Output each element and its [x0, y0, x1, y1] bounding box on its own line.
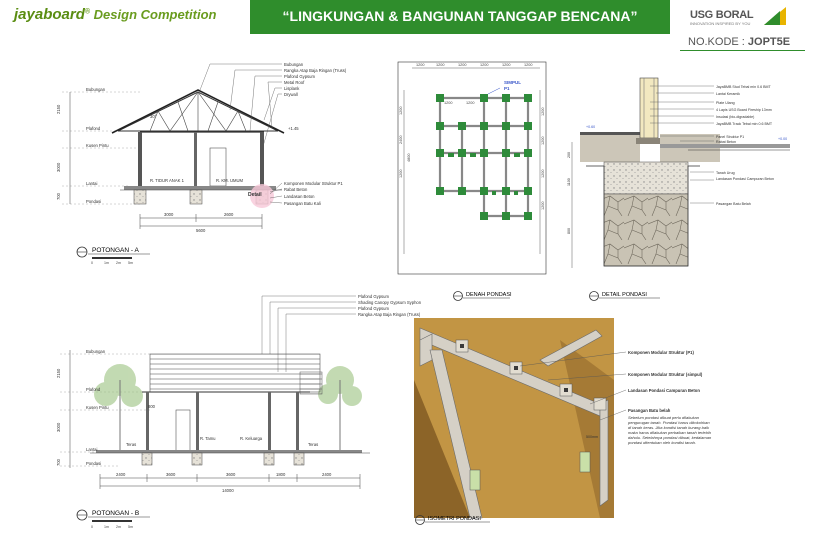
iso-callout: Komponen Modular Struktur (P1): [628, 350, 694, 355]
detail-dim: 800: [567, 228, 571, 234]
detail-callout: Tanah Urug: [716, 171, 735, 175]
section-a-hdim: 2600: [224, 212, 234, 217]
detail-callout: Panel Struktur P1: [716, 135, 745, 139]
detail-callout: 4 Lapis USG Board Fireship 13mm: [716, 108, 772, 112]
iso-dim: 500mm: [586, 435, 598, 439]
scale-tick: 0: [91, 525, 93, 529]
iso-callout: Pasangan Batu belah: [628, 408, 671, 413]
plan-total-dim: 4800: [407, 153, 411, 162]
detail-dim: 1100: [567, 178, 571, 186]
section-b-vdim: 700: [56, 459, 61, 466]
section-b-level: Bubungan: [86, 349, 106, 354]
detail-callout: Rabat Beton: [716, 140, 736, 144]
plan-dim: 1200: [524, 63, 533, 67]
section-b-hdim: 3600: [166, 472, 176, 477]
detail-dim: 200: [567, 152, 571, 158]
section-b-small-dim: 800: [148, 404, 155, 409]
section-b-total-dim: 14000: [222, 488, 234, 493]
sponsor-tagline: INNOVATION INSPIRED BY YOU: [690, 21, 751, 26]
plan-dim: 1200: [458, 63, 467, 67]
section-b-hdim: 2400: [322, 472, 332, 477]
plan-right-dim: 1200: [541, 136, 545, 145]
section-a-callout: Plafond Gypsum: [284, 74, 315, 79]
detail-callout: Pasangan Batu Belah: [716, 202, 751, 206]
section-a-room: R. KM. UMUM: [216, 178, 243, 183]
detail-title: DETAIL PONDASI: [602, 292, 647, 298]
section-a-level: Plafond: [86, 126, 101, 131]
plan-title: DENAH PONDASI: [466, 292, 512, 298]
detail-callout: Plate Ulang: [716, 101, 735, 105]
section-a-title-block: [77, 247, 150, 265]
section-b-room: R. Keluarga: [240, 436, 263, 441]
iso-title: ISOMETRI PONDASI: [428, 516, 481, 522]
competition-logo: jayaboard® Design Competition: [14, 6, 217, 23]
section-a-detail-label: Detail: [248, 192, 262, 198]
plan-label-p1: P1: [504, 86, 510, 91]
section-b-level: Pondasi: [86, 461, 102, 466]
section-b-hdim: 2400: [116, 472, 126, 477]
roof-mark: +1.45: [288, 126, 299, 131]
section-a-vdim: 700: [56, 193, 61, 200]
section-b-callout: Plafond Gypsum: [358, 306, 389, 311]
section-b-room: Teras: [308, 442, 319, 447]
section-b-level: Kusen Pintu: [86, 405, 109, 410]
section-a-callout: Drywall: [284, 92, 298, 97]
section-b-level: Plafond: [86, 387, 101, 392]
section-a-level: Lantai: [86, 181, 98, 186]
code-value: JOPT5E: [747, 36, 791, 48]
plan-right-dim: 1200: [541, 169, 545, 178]
plan-dim: 1200: [502, 63, 511, 67]
section-a-room: R. TIDUR ANAK 1: [150, 178, 184, 183]
section-b-vdim: 3000: [56, 422, 61, 432]
detail-callout: JayaBMB Stud Tebal min 0.6 BMT: [716, 85, 771, 89]
plan-inner-dim: 1200: [444, 101, 453, 105]
detail-title-block: [590, 292, 661, 301]
section-b-callout: Rangka Atap Baja Ringan (Truss): [358, 312, 421, 317]
plan-left-dim: 2400: [399, 135, 403, 144]
scale-tick: 1m: [104, 525, 109, 529]
section-a-callout: Lisplank: [284, 86, 300, 91]
section-a-hdim: 3000: [164, 212, 174, 217]
section-a-vdim: 3000: [56, 162, 61, 172]
section-a-callout: Metal Roof: [284, 80, 305, 85]
section-b-hdim: 3600: [226, 472, 236, 477]
section-b-hdim: 1800: [276, 472, 286, 477]
section-a-callout: Komponen Modular Struktur P1: [284, 181, 343, 186]
section-b-callout: Shading Canopy Gypsum Syphon: [358, 300, 422, 305]
plan-label-simpul: SIMPUL: [504, 80, 522, 85]
scale-tick: 5m: [128, 261, 133, 265]
detail-mark: +0.00: [778, 137, 788, 141]
iso-callout: Komponen Modular Struktur (simpul): [628, 372, 703, 377]
detail-drawing: [572, 78, 790, 268]
scale-tick: 2m: [116, 261, 121, 265]
section-a-title: POTONGAN - A: [92, 247, 139, 254]
brand-name: jayaboard: [14, 6, 85, 23]
competition-name: Design Competition: [93, 7, 217, 22]
detail-callout: JayaBMB Track Tebal min 0.6 BMT: [716, 122, 773, 126]
section-a-callout: Bubungan: [284, 62, 304, 67]
section-b-level: Lantai: [86, 447, 98, 452]
section-b-callout: Plafond Gypsum: [358, 294, 389, 299]
page-title: “LINGKUNGAN & BANGUNAN TANGGAP BENCANA”: [282, 8, 638, 24]
section-a-level: Pondasi: [86, 199, 102, 204]
foundation-plan-drawing: [398, 62, 546, 274]
tree-left: [94, 364, 143, 407]
detail-mark: +0.60: [586, 125, 596, 129]
plan-right-dim: 1200: [541, 107, 545, 116]
section-a-callout: Landasan Beton: [284, 194, 315, 199]
iso-callout: Landasan Pondasi Campuran Beton: [628, 388, 700, 393]
detail-callout: Lantai Keramik: [716, 92, 740, 96]
section-a-callout: Rabat Beton: [284, 187, 308, 192]
section-b-room: Teras: [126, 442, 137, 447]
scale-tick: 1m: [104, 261, 109, 265]
scale-tick: 5m: [128, 525, 133, 529]
section-a-vdim: 2150: [56, 104, 61, 114]
plan-right-dim: 1200: [541, 201, 545, 210]
isometric-render: [414, 318, 626, 518]
section-b-drawing: [60, 296, 370, 489]
plan-left-dim: 1200: [399, 169, 403, 178]
scale-tick: 0: [91, 261, 93, 265]
section-b-title: POTONGAN - B: [92, 510, 140, 517]
detail-callout: Landasan Pondasi Campuran Beton: [716, 177, 774, 181]
section-b-title-block: [77, 510, 150, 529]
iso-note: Sebelum pondasi dibuat perlu dilakukan pengurugan tanah. Pondasi harus dikokohkan di tanah keras. Jika kondisi tanah kurang baik maka harus dilakukan perbaikan tanah terlebih dahulu. Setelahnya pondasi dibuat, kedalaman pondasi ditentukan oleh kondisi tanah.: [628, 415, 712, 445]
plan-inner-dim: 1200: [466, 101, 475, 105]
sponsor-logo-text: USG BORAL: [690, 9, 754, 21]
plan-left-dim: 1200: [399, 106, 403, 115]
detail-callout: Insulasi (bio-digradable): [716, 115, 755, 119]
section-a-callout: Rangka Atap Baja Ringan (Truss): [284, 68, 347, 73]
plan-dim: 1200: [416, 63, 425, 67]
section-a-level: Bubungan: [86, 87, 106, 92]
plan-title-block: [454, 292, 513, 301]
section-b-room: R. Tamu: [200, 436, 216, 441]
section-a-callout: Pasangan Batu Kali: [284, 201, 321, 206]
section-a-level: Kusen Pintu: [86, 143, 109, 148]
scale-tick: 2m: [116, 525, 121, 529]
roof-slope: 30°: [150, 114, 157, 119]
plan-dim: 1200: [480, 63, 489, 67]
code-label: NO.KODE :: [688, 36, 745, 48]
section-a-hdim: 5600: [196, 228, 206, 233]
section-b-vdim: 2150: [56, 368, 61, 378]
plan-dim: 1200: [436, 63, 445, 67]
